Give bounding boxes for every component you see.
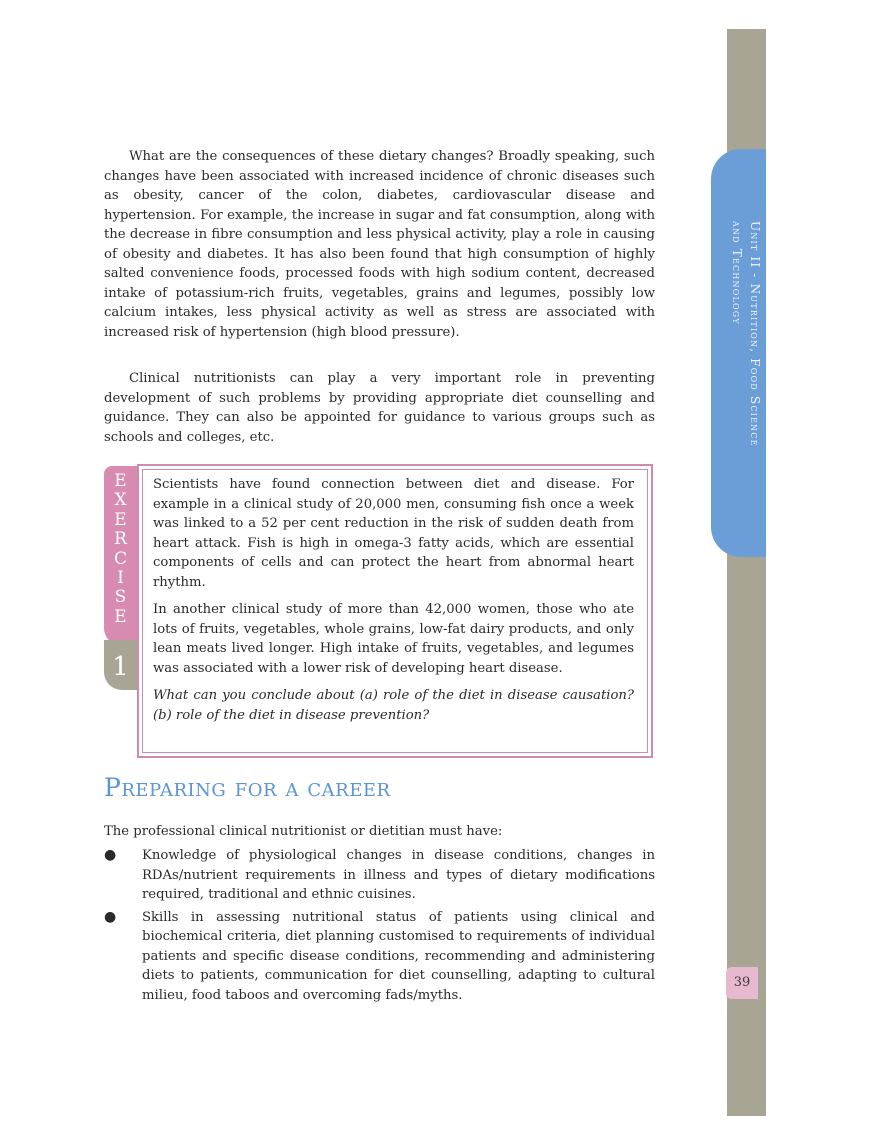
page-number: 39 (726, 967, 758, 999)
section-heading: Preparing for a career (104, 773, 391, 802)
unit-title-line1: Unit II - Nutrition, Food Science (748, 221, 762, 447)
exercise-letter: E (114, 509, 127, 530)
unit-title (724, 221, 764, 521)
bullet-icon: ● (104, 847, 117, 863)
body-paragraph-1 (104, 147, 655, 342)
exercise-letter: E (114, 606, 127, 627)
exercise-question: What can you conclude about (a) role of the diet in disease causation? (b) role of the diet in disease prevention? (153, 688, 634, 723)
list-item-text: Knowledge of physiological changes in disease conditions, changes in RDAs/nutrient requirements in illness and types of dietary modifications required, traditional and ethnic cuisines. (142, 848, 655, 902)
exercise-letter: X (114, 490, 127, 511)
exercise-paragraph-2: In another clinical study of more than 42,000 women, those who ate lots of fruits, vegetables, whole grains, low-fat dairy products, and only lean meats lived longer. High intake of fruits, vegetables, and legumes was associated with a lower risk of developing heart disease. (153, 602, 634, 676)
bullet-icon: ● (104, 908, 117, 925)
body-paragraph-2 (104, 369, 655, 447)
list-item-text: Skills in assessing nutritional status of patients using clinical and biochemical criteria, diet planning customised to requirements of individual patients and specific disease conditions, recommending and administering diets to patients, communication for diet counselling, adapting to cultural milieu, food taboos and overcoming fads/myths. (142, 909, 655, 1003)
list-item (104, 908, 655, 1006)
exercise-letter: E (114, 471, 127, 491)
requirements-list (104, 846, 655, 1008)
exercise-paragraph-1: Scientists have found connection between diet and disease. For example in a clinical study of 20,000 men, consuming fish once a week was linked to a 52 per cent reduction in the risk of sudden death from heart attack. Fish is high in omega-3 fatty acids, which are essential components of cells and can protect the heart from abnormal heart rhythm. (153, 477, 634, 590)
section-intro: The professional clinical nutritionist or dietitian must have: (104, 824, 503, 839)
exercise-number: 1 (112, 652, 129, 682)
list-item (104, 846, 655, 905)
exercise-label (104, 472, 137, 627)
exercise-letter: R (114, 529, 127, 550)
unit-title-line2: and Technology (730, 221, 744, 325)
paragraph-text: Clinical nutritionists can play a very important role in preventing development of such problems by providing appropriate diet counselling and guidance. They can also be appointed for guidance to various groups such as schools and colleges, etc. (104, 371, 655, 445)
exercise-letter: S (114, 587, 127, 608)
paragraph-text: What are the consequences of these dietary changes? Broadly speaking, such changes have been associated with increased incidence of chronic diseases such as obesity, cancer of the colon, diabetes, cardiovascular disease and hypertension. For example, the increase in sugar and fat consumption, along with the decrease in fibre consumption and less physical activity, play a role in causing of obesity and diabetes. It has also been found that high consumption of highly salted convenience foods, processed foods with high sodium content, decreased intake of potassium-rich fruits, vegetables, grains and legumes, possibly low calcium intakes, less physical activity as well as stress are associated with increased risk of hypertension (high blood pressure). (104, 149, 655, 340)
exercise-content (153, 475, 634, 733)
exercise-letter: I (117, 568, 124, 589)
exercise-letter: C (113, 548, 127, 569)
